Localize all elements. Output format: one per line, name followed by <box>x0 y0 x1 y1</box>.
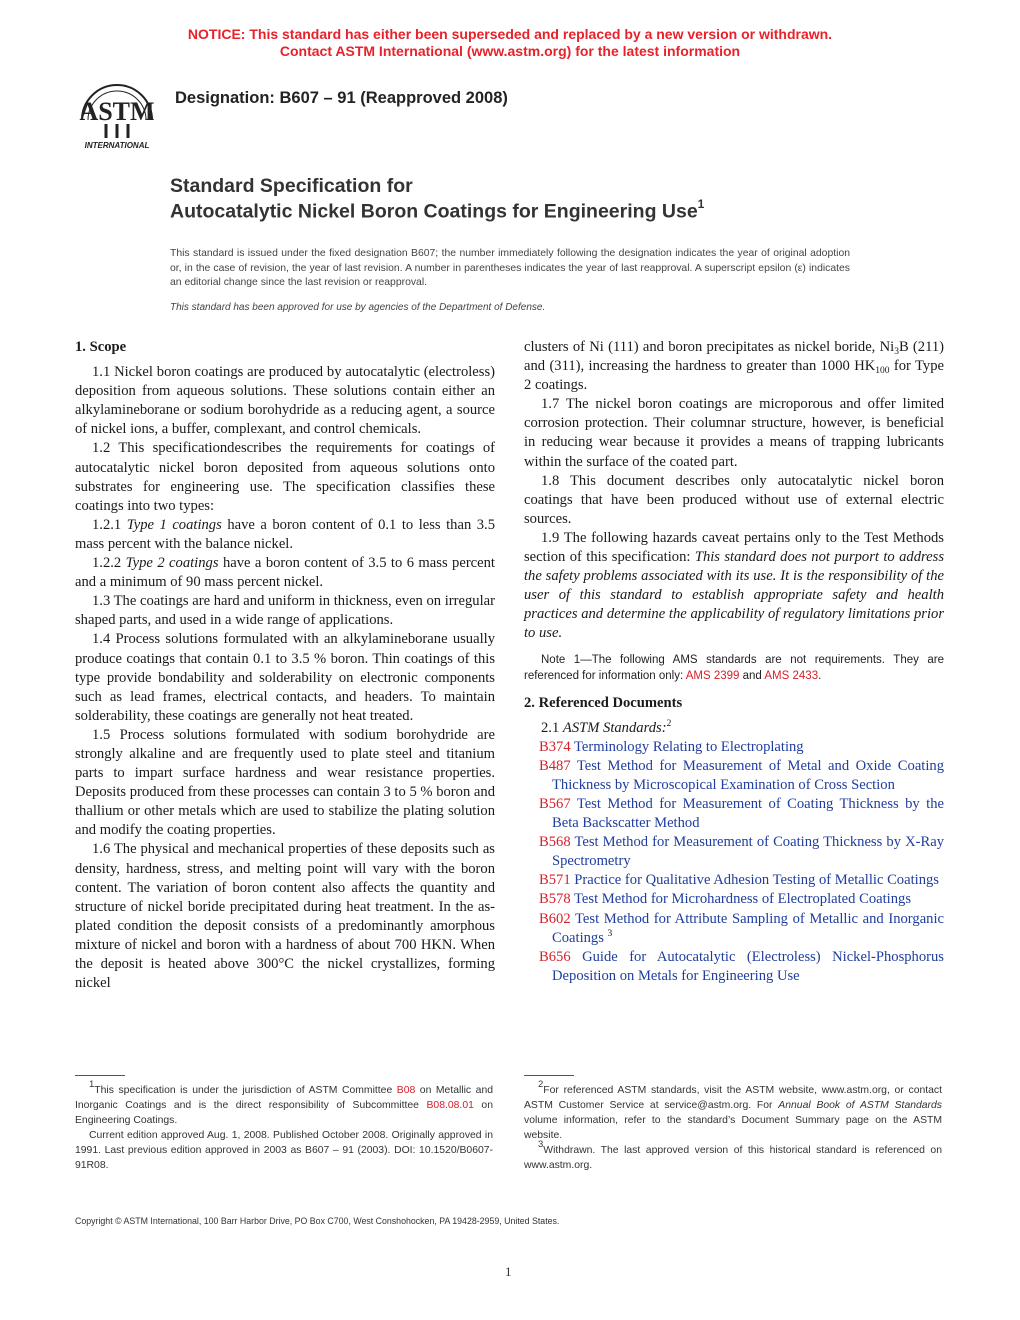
type-1-label: Type 1 coatings <box>126 516 222 533</box>
type-2-label: Type 2 coatings <box>125 555 219 572</box>
reference-code-link[interactable]: B487 <box>539 757 571 774</box>
logo-text: ASTM <box>79 97 155 126</box>
reference-code-link[interactable]: B374 <box>539 738 571 755</box>
para-1-1: 1.1 Nickel boron coatings are produced by autocatalytic (electroless) deposition from aqueous solutions. These solutions contain either an alkylamineborane or sodium borohydride as a reducing agent, a source of nickel ions, a buffer, complexant, and control chemicals. <box>75 364 495 438</box>
para-1-2-1-text: have a boron content of 0.1 to less than 3.5 mass percent with the balance nickel. <box>75 516 495 552</box>
subscript-100: 100 <box>875 366 890 377</box>
reference-item <box>524 833 944 871</box>
subcommittee-link[interactable]: B08.08.01 <box>426 1100 474 1111</box>
footnote-3-text: Withdrawn. The last approved version of this historical standard is referenced on www.astm.org. <box>524 1145 942 1171</box>
footnote-2-text-a: For referenced ASTM standards, visit the ASTM website, www.astm.org, or contact ASTM Customer Service at service@astm.org. For <box>524 1085 942 1111</box>
reference-title-link[interactable]: Test Method for Measurement of Coating Thickness by the Beta Backscatter Method <box>552 795 944 832</box>
title-line-1: Standard Specification for <box>170 175 413 197</box>
copyright: Copyright © ASTM International, 100 Barr Harbor Drive, PO Box C700, West Conshohocken, PA 19428-2959, United States. <box>75 1216 560 1226</box>
para-1-4: 1.4 Process solutions formulated with an alkylamineborane usually produce coatings that contain 0.1 to 3.5 % boron. Thin coatings of this type provide bondability and solderability on electronic components such as lead frames, electrical contacts, and headers. To maintain solderability, these coatings are generally not heat treated. <box>75 631 495 724</box>
para-1-2-2-num: 1.2.2 <box>92 555 122 572</box>
annual-book-title: Annual Book of ASTM Standards <box>778 1100 942 1111</box>
astm-logo <box>72 80 162 152</box>
reference-item <box>524 890 944 909</box>
para-1-2-2 <box>75 554 495 592</box>
safety-caveat: This standard does not purport to address the safety problems associated with its use. It is the responsibility of the user of this standard to establish appropriate safety and health practices and determine the applicability of regulatory limitations prior to use. <box>524 549 944 642</box>
footnote-1-mark: 1 <box>89 1079 95 1090</box>
para-1-6-cont-b: B (211) and (311), increasing the hardness to greater than 1000 HK <box>524 339 945 375</box>
right-column <box>524 338 944 986</box>
reference-title-link[interactable]: Test Method for Measurement of Metal and Oxide Coating Thickness by Microscopical Examination of Cross Section <box>552 757 945 793</box>
reference-title-link[interactable]: Practice for Qualitative Adhesion Testing of Metallic Coatings <box>574 872 939 889</box>
para-1-2: 1.2 This specificationdescribes the requirements for coatings of autocatalytic nickel boron deposited from aqueous solutions onto substrates for engineering use. The specification classifies these coatings into two types: <box>75 440 495 514</box>
reference-title-link[interactable]: Test Method for Measurement of Coating Thickness by X-Ray Spectrometry <box>552 834 944 870</box>
footnotes-right <box>524 1079 942 1173</box>
logo-subtext: INTERNATIONAL <box>84 141 150 150</box>
footnote-1-text-b: on Metallic and Inorganic Coatings and is the direct responsibility of Subcommittee <box>75 1085 493 1111</box>
withdrawn-notice <box>0 26 1020 60</box>
para-1-9-text: 1.9 The following hazards caveat pertains only to the Test Methods section of this specification: <box>524 529 944 566</box>
footnote-2-label: 2 <box>538 1079 544 1090</box>
reference-title-link[interactable]: Guide for Autocatalytic (Electroless) Nickel-Phosphorus Deposition on Metals for Engineering Use <box>552 948 944 984</box>
para-1-6: 1.6 The physical and mechanical properties of these deposits such as density, hardness, stress, and melting point will vary with the boron content. The variation of boron content also affects the quantity and structure of nickel boride precipitated during heat treatment. In the as-plated condition the deposit consists of a predominantly amorphous mixture of nickel and boron with a hardness of about 700 HKN. When the deposit is heated above 300°C the nickel crystallizes, forming nickel <box>75 841 495 992</box>
reference-code-link[interactable]: B571 <box>539 872 571 889</box>
astm-standards-label: ASTM Standards: <box>562 719 667 736</box>
footnotes-left <box>75 1079 493 1173</box>
section-1-heading: 1. Scope <box>75 339 127 355</box>
para-1-3: 1.3 The coatings are hard and uniform in thickness, even on irregular shaped parts, and used in a wide range of applications. <box>75 593 495 629</box>
title-footnote-mark[interactable]: 1 <box>697 197 705 211</box>
note-1-and: and <box>739 669 765 682</box>
left-column <box>75 338 495 993</box>
reference-title-link[interactable]: Terminology Relating to Electroplating <box>574 738 804 755</box>
designation: Designation: B607 – 91 (Reapproved 2008) <box>175 89 508 107</box>
footnote-3-label: 3 <box>538 1139 544 1150</box>
para-1-8: 1.8 This document describes only autocatalytic nickel boron coatings that have been produced without use of external electric sources. <box>524 472 944 527</box>
para-1-2-1-num: 1.2.1 <box>92 516 122 533</box>
reference-code-link[interactable]: B568 <box>539 834 571 851</box>
title-line-2 <box>170 199 704 224</box>
footnote-3-mark[interactable]: 3 <box>607 928 613 939</box>
section-2-heading: 2. Referenced Documents <box>524 694 683 711</box>
subscript-3: 3 <box>894 347 899 357</box>
para-2-1 <box>524 719 944 738</box>
para-1-6-cont-c: for Type 2 coatings. <box>524 358 944 394</box>
reference-item <box>524 948 944 986</box>
footnote-rule-left <box>75 1075 125 1076</box>
para-1-9 <box>524 529 944 644</box>
notice-line-1: NOTICE: This standard has either been superseded and replaced by a new version or withdrawn. <box>187 26 833 42</box>
ams-2399-link[interactable]: AMS 2399 <box>685 669 740 682</box>
note-1 <box>524 652 944 684</box>
reference-item <box>524 757 944 795</box>
note-1-end: . <box>818 669 822 682</box>
reference-code-link[interactable]: B578 <box>539 891 571 908</box>
approval-statement: This standard has been approved for use by agencies of the Department of Defense. <box>170 302 546 313</box>
footnote-2-text-b: volume information, refer to the standard’s Document Summary page on the ASTM website. <box>524 1115 942 1141</box>
para-1-7: 1.7 The nickel boron coatings are microporous and offer limited corrosion protection. Their columnar structure, however, is beneficial in reducing wear because it provides a means of trapping lubricants within the surface of the coated part. <box>524 396 944 470</box>
para-2-1-num: 2.1 <box>541 719 560 736</box>
reference-item <box>524 871 944 890</box>
committee-b08-link[interactable]: B08 <box>396 1085 416 1096</box>
footnote-1-edition: Current edition approved Aug. 1, 2008. Published October 2008. Originally approved in 1991. Last previous edition approved in 2003 as B607 – 91 (2003). DOI: 10.1520/B0607-91R08. <box>75 1130 493 1171</box>
reference-item <box>524 910 944 948</box>
note-1-text: The following AMS standards are not requirements. They are referenced for information only: <box>524 653 944 682</box>
para-1-5: 1.5 Process solutions formulated with sodium borohydride are strongly alkaline and are frequently used to plate steel and titanium parts to impart surface hardness and wear resistance properties. Deposits produced from these processes can contain 3 to 5 % boron and thallium or other metals which are used to stabilize the plating solution and modify the coating properties. <box>75 726 495 839</box>
footnote-1 <box>75 1079 493 1128</box>
para-1-2-2-text: have a boron content of 3.5 to 6 mass percent and a minimum of 90 mass percent nickel. <box>75 555 495 591</box>
para-1-6-cont-a: clusters of Ni (111) and boron precipitates as nickel boride, Ni <box>524 339 895 355</box>
para-1-6-continued <box>524 338 944 395</box>
reference-item <box>524 738 944 757</box>
reference-code-link[interactable]: B656 <box>539 948 571 965</box>
reference-code-link[interactable]: B567 <box>539 795 571 812</box>
intro-paragraph: This standard is issued under the fixed designation B607; the number immediately following the designation indicates the year of original adoption or, in the case of revision, the year of last revision. A number in parentheses indicates the year of last reapproval. A superscript epsilon (ε) indicates an editorial change since the last revision or reapproval. <box>170 248 850 288</box>
reference-code-link[interactable]: B602 <box>539 910 571 927</box>
reference-title-link[interactable]: Test Method for Microhardness of Electroplated Coatings <box>574 891 911 908</box>
footnote-2-mark[interactable]: 2 <box>666 718 672 729</box>
footnote-1-text-a: This specification is under the jurisdiction of ASTM Committee <box>94 1085 397 1096</box>
page-number: 1 <box>505 1264 512 1279</box>
footnote-rule-right <box>524 1075 574 1076</box>
title-text: Autocatalytic Nickel Boron Coatings for Engineering Use <box>170 200 698 223</box>
footnote-2 <box>524 1079 942 1143</box>
reference-item <box>524 795 944 833</box>
ams-2433-link[interactable]: AMS 2433 <box>764 669 819 682</box>
footnote-1-text-c: on Engineering Coatings. <box>75 1100 493 1126</box>
para-1-2-1 <box>75 516 495 554</box>
notice-line-2: Contact ASTM International (www.astm.org) for the latest information <box>279 43 741 59</box>
note-1-label: Note 1— <box>541 653 592 666</box>
reference-title-link[interactable]: Test Method for Attribute Sampling of Metallic and Inorganic Coatings <box>552 910 945 946</box>
reference-list <box>524 738 944 986</box>
footnote-3 <box>524 1139 942 1173</box>
